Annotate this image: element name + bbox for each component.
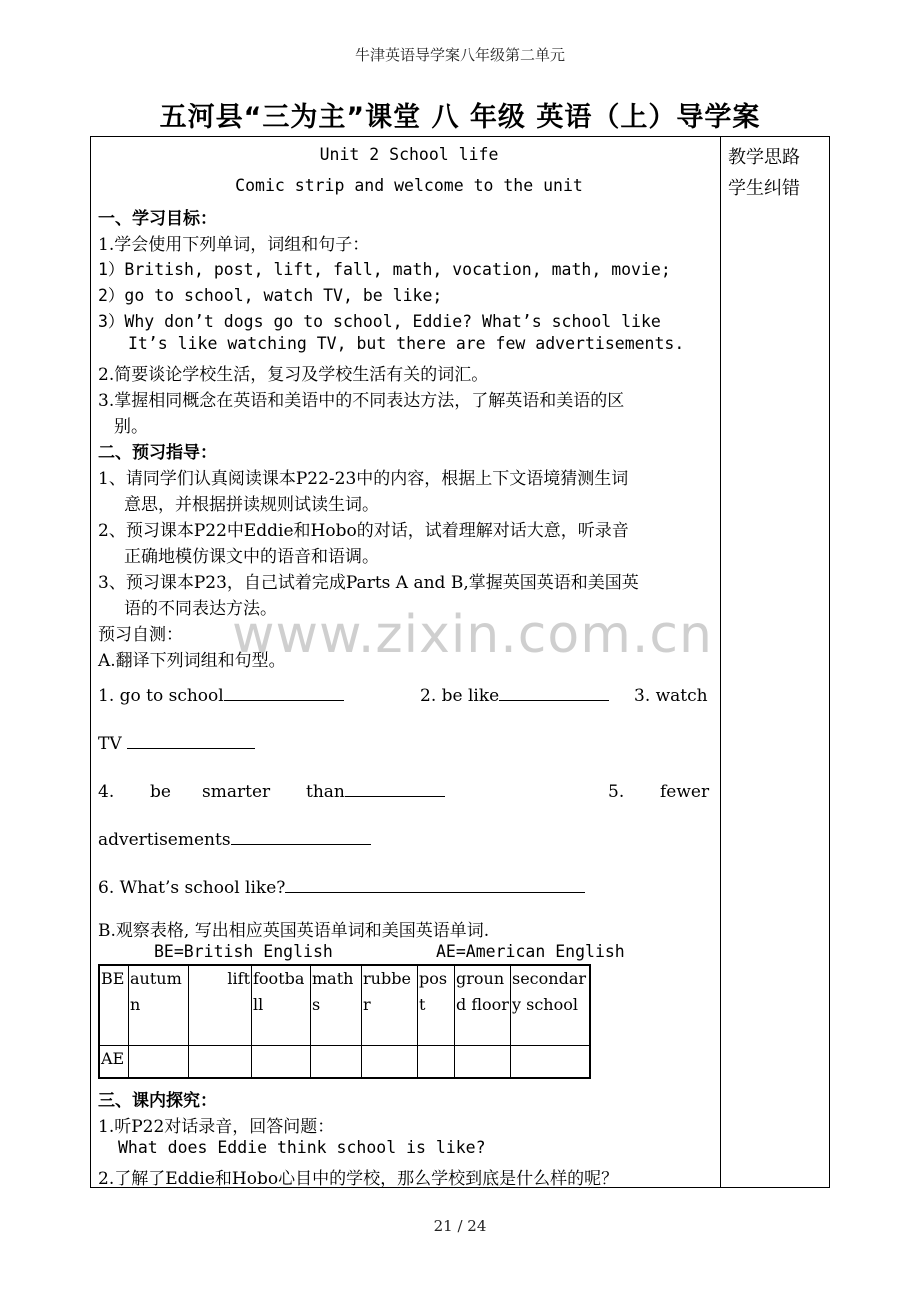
exercise-q6 xyxy=(98,878,585,898)
inquiry-1: 1.听P22对话录音，回答问题： xyxy=(98,1117,335,1137)
guide-1: 1、请同学们认真阅读课本P22-23中的内容，根据上下文语境猜测生词 xyxy=(98,469,629,489)
objective-3-cont: 别。 xyxy=(114,417,148,437)
unit-subtitle: Comic strip and welcome to the unit xyxy=(235,176,583,195)
watermark: www.zixin.com.cn xyxy=(232,605,713,665)
table-cell-answer[interactable] xyxy=(418,1045,455,1078)
objective-1-sentence-cont: It’s like watching TV, but there are few advertisements. xyxy=(128,334,685,353)
table-cell: ground floor xyxy=(455,965,511,1045)
table-row-be xyxy=(99,965,590,1045)
answer-blank-q1[interactable] xyxy=(224,686,344,701)
exercise-q4-num: 4. xyxy=(98,782,115,802)
page-number: 21 / 24 xyxy=(433,1217,487,1235)
column-divider xyxy=(720,136,721,1188)
table-cell-be-label: BE xyxy=(99,965,129,1045)
exercise-q5-num: 5. xyxy=(608,782,625,802)
exercise-q5-word: fewer xyxy=(660,782,710,802)
be-definition: BE=British English xyxy=(154,942,333,961)
exercise-q4-word1: be xyxy=(150,782,171,802)
exercise-q6-text: 6. What’s school like? xyxy=(98,878,286,898)
table-cell-ae-label: AE xyxy=(99,1045,129,1078)
guide-2-cont: 正确地模仿课文中的语音和语调。 xyxy=(124,547,379,567)
document-title: 五河县“三为主”课堂 八 年级 英语（上）导学案 xyxy=(159,102,761,133)
exercise-q3: 3. watch xyxy=(634,686,708,706)
objective-1-words: 1）British, post, lift, fall, math, vocation, math, movie; xyxy=(98,260,671,279)
exercise-q4-word3 xyxy=(306,782,445,802)
table-cell-answer[interactable] xyxy=(511,1045,591,1078)
answer-blank-q6[interactable] xyxy=(285,878,585,893)
table-cell: football xyxy=(252,965,311,1045)
objective-2: 2.简要谈论学校生活，复习及学校生活有关的词汇。 xyxy=(98,365,489,385)
guide-3-cont: 语的不同表达方法。 xyxy=(124,599,277,619)
exercise-q3-text: TV xyxy=(98,734,122,754)
table-cell-answer[interactable] xyxy=(362,1045,418,1078)
answer-blank-q2[interactable] xyxy=(499,686,609,701)
objective-1: 1.学会使用下列单词，词组和句子： xyxy=(98,235,370,255)
inquiry-2: 2.了解了Eddie和Hobo心目中的学校，那么学校到底是什么样的呢？ xyxy=(98,1169,619,1189)
section2-heading: 二、预习指导： xyxy=(98,443,217,463)
side-label-correction: 学生纠错 xyxy=(728,178,800,199)
table-row-ae xyxy=(99,1045,590,1078)
section3-heading: 三、课内探究： xyxy=(98,1091,217,1111)
table-cell: autumn xyxy=(129,965,189,1045)
exercise-q2 xyxy=(420,686,609,706)
vocab-table xyxy=(98,964,591,1079)
answer-blank-q3[interactable] xyxy=(127,734,255,749)
answer-blank-q5[interactable] xyxy=(231,830,371,845)
table-cell: secondary school xyxy=(511,965,591,1045)
objective-1-sentences: 3）Why don’t dogs go to school, Eddie? What’s school like xyxy=(98,312,661,331)
exercise-q4-word2: smarter xyxy=(202,782,271,802)
unit-title: Unit 2 School life xyxy=(319,145,499,164)
table-cell-answer[interactable] xyxy=(311,1045,362,1078)
exercise-q5-cont xyxy=(98,830,371,850)
guide-3: 3、预习课本P23，自己试着完成Parts A and B,掌握英国英语和美国英 xyxy=(98,573,639,593)
objective-1-phrases: 2）go to school, watch TV, be like; xyxy=(98,286,443,305)
part-a-instruction: A.翻译下列词组和句型。 xyxy=(98,651,286,671)
self-test-label: 预习自测： xyxy=(98,625,183,645)
objective-3: 3.掌握相同概念在英语和美语中的不同表达方法，了解英语和美语的区 xyxy=(98,391,625,411)
exercise-q1 xyxy=(98,686,344,706)
page-header: 牛津英语导学案八年级第二单元 xyxy=(354,46,565,64)
side-column xyxy=(728,142,800,204)
guide-2: 2、预习课本P22中Eddie和Hobo的对话，试着理解对话大意，听录音 xyxy=(98,521,629,541)
answer-blank-q4[interactable] xyxy=(345,782,445,797)
exercise-q1-text: 1. go to school xyxy=(98,686,224,706)
exercise-q4-word3-text: than xyxy=(306,782,345,802)
table-cell-answer[interactable] xyxy=(129,1045,189,1078)
table-cell-answer[interactable] xyxy=(189,1045,252,1078)
table-cell: maths xyxy=(311,965,362,1045)
table-cell-answer[interactable] xyxy=(252,1045,311,1078)
table-cell-answer[interactable] xyxy=(455,1045,511,1078)
ae-definition: AE=American English xyxy=(436,942,625,961)
guide-1-cont: 意思，并根据拼读规则试读生词。 xyxy=(124,495,379,515)
table-cell: post xyxy=(418,965,455,1045)
inquiry-1-question: What does Eddie think school is like? xyxy=(118,1138,486,1157)
exercise-q3-cont xyxy=(98,734,255,754)
section1-heading: 一、学习目标： xyxy=(98,209,217,229)
table-cell: rubber xyxy=(362,965,418,1045)
side-label-teaching: 教学思路 xyxy=(728,147,800,168)
table-cell: lift xyxy=(189,965,252,1045)
part-b-instruction: B.观察表格, 写出相应英国英语单词和美国英语单词. xyxy=(98,921,490,941)
exercise-q5-text: advertisements xyxy=(98,830,231,850)
exercise-q2-text: 2. be like xyxy=(420,686,500,706)
